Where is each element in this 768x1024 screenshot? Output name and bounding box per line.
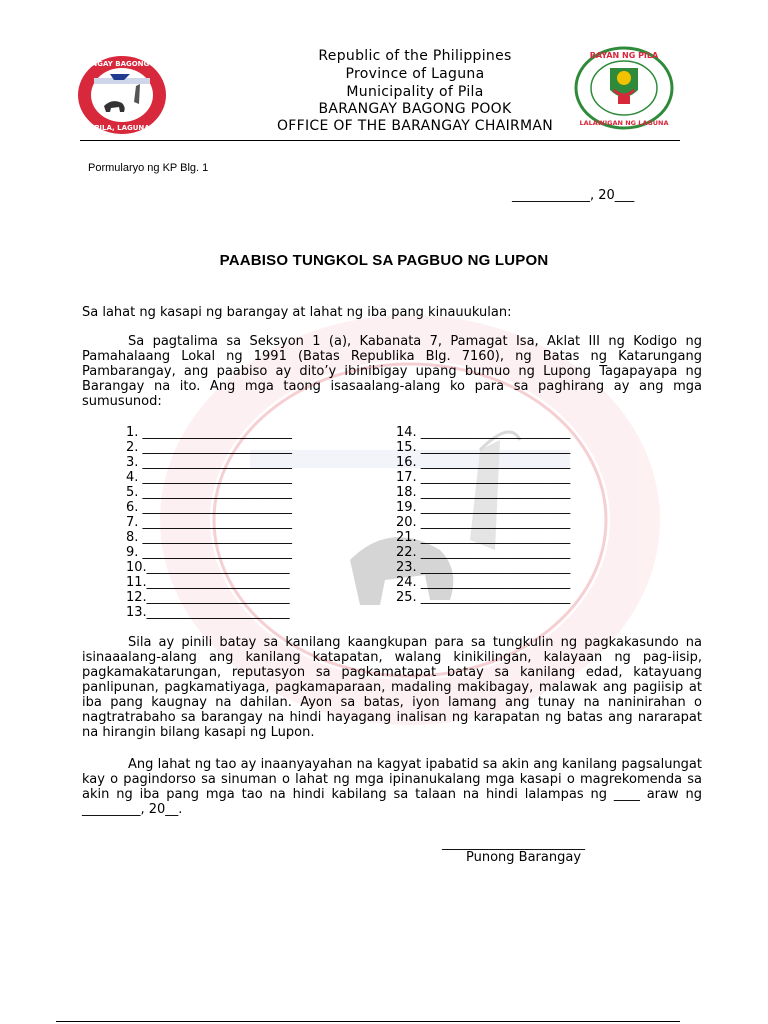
list-item: 5. _______________________ (126, 485, 293, 500)
footer-divider (56, 1021, 680, 1022)
signature-label: Punong Barangay (466, 850, 582, 865)
header-barangay: BARANGAY BAGONG POOK (318, 101, 512, 117)
list-item: 3. _______________________ (126, 455, 293, 470)
svg-text:BAYAN NG PILA: BAYAN NG PILA (589, 51, 659, 60)
list-item: 19. _______________________ (396, 500, 571, 515)
list-item: 20. _______________________ (396, 515, 571, 530)
list-item: 23. _______________________ (396, 560, 571, 575)
paragraph-criteria: Sila ay pinili batay sa kanilang kaangkupan para sa tungkulin ng pagkakasundo na isinaaalang-alang ang kanilang katapatan, walang kinikilingan, kalayaan ng pag-iisip, pagkamakatarungan, reputasyon sa pagkamatapat batay sa kanilang edad, katayuang panlipunan, pagkamatiyaga, pagkamaparaan, madaling makibagay, malawak ang pagiisip at iba pang kaugnay na dahilan. Ayon sa batas, iyon lamang ang tunay na naninirahan o nagtratrabaho sa barangay na hindi hayagang inalisan ng karapatan ng batas ang nararapat na hirangin bilang kasapi ng Lupon. (82, 635, 702, 740)
list-item: 18. _______________________ (396, 485, 571, 500)
list-item: 10.______________________ (126, 560, 290, 575)
form-code: Pormularyo ng KP Blg. 1 (88, 162, 209, 174)
list-item: 15. _______________________ (396, 440, 571, 455)
list-item: 21. _______________________ (396, 530, 571, 545)
paragraph-invitation: Ang lahat ng tao ay inaanyayahan na kagyat ipabatid sa akin ang kanilang pagsalungat kay o pagindorso sa sinuman o lahat ng mga ipinanukalang mga kasapi o magrekomenda sa akin ng iba pang mga tao na hindi kabilang sa talaan na hindi lalampas ng ____ araw ng _________, 20__. (82, 757, 702, 817)
list-item: 7. _______________________ (126, 515, 293, 530)
header-office: OFFICE OF THE BARANGAY CHAIRMAN (276, 118, 554, 134)
svg-text:LALAWIGAN NG LAGUNA: LALAWIGAN NG LAGUNA (579, 119, 669, 127)
list-item: 17. _______________________ (396, 470, 571, 485)
list-item: 9. _______________________ (126, 545, 293, 560)
signature-line: ______________________ (442, 836, 585, 851)
header-republic: Republic of the Philippines (318, 48, 512, 64)
svg-text:BARANGAY BAGONG POOK: BARANGAY BAGONG POOK (69, 60, 175, 68)
document-title: PAABISO TUNGKOL SA PAGBUO NG LUPON (219, 252, 549, 269)
header-divider (80, 140, 680, 141)
header-province: Province of Laguna (345, 66, 485, 82)
list-item: 14. _______________________ (396, 425, 571, 440)
list-item: 24. _______________________ (396, 575, 571, 590)
header-municipality: Municipality of Pila (346, 84, 484, 100)
nominee-list-right (396, 425, 570, 605)
list-item: 12.______________________ (126, 590, 290, 605)
nominee-list-left (126, 425, 292, 620)
list-item: 16. _______________________ (396, 455, 571, 470)
salutation: Sa lahat ng kasapi ng barangay at lahat ng iba pang kinauukulan: (82, 305, 512, 320)
date-line: ____________, 20___ (512, 188, 635, 203)
list-item: 25. _______________________ (396, 590, 571, 605)
list-item: 2. _______________________ (126, 440, 293, 455)
list-item: 22. _______________________ (396, 545, 571, 560)
list-item: 11.______________________ (126, 575, 290, 590)
list-item: 1. _______________________ (126, 425, 293, 440)
barangay-bagong-pook-seal (69, 54, 175, 136)
list-item: 8. _______________________ (126, 530, 293, 545)
list-item: 4. _______________________ (126, 470, 293, 485)
svg-text:PILA, LAGUNA: PILA, LAGUNA (94, 124, 150, 132)
list-item: 6. _______________________ (126, 500, 293, 515)
list-item: 13.______________________ (126, 605, 290, 620)
paragraph-intro: Sa pagtalima sa Seksyon 1 (a), Kabanata 7, Pamagat Isa, Aklat III ng Kodigo ng Pamahalaang Lokal ng 1991 (Batas Republika Blg. 7160), ng Batas ng Katarungang Pambarangay, ang paabiso ay dito’y ibinibigay upang bumuo ng Lupong Tagapayapa ng Barangay na ito. Ang mga taong isasaalang-alang ko para sa paghirang ay ang mga sumusunod: (82, 334, 702, 409)
